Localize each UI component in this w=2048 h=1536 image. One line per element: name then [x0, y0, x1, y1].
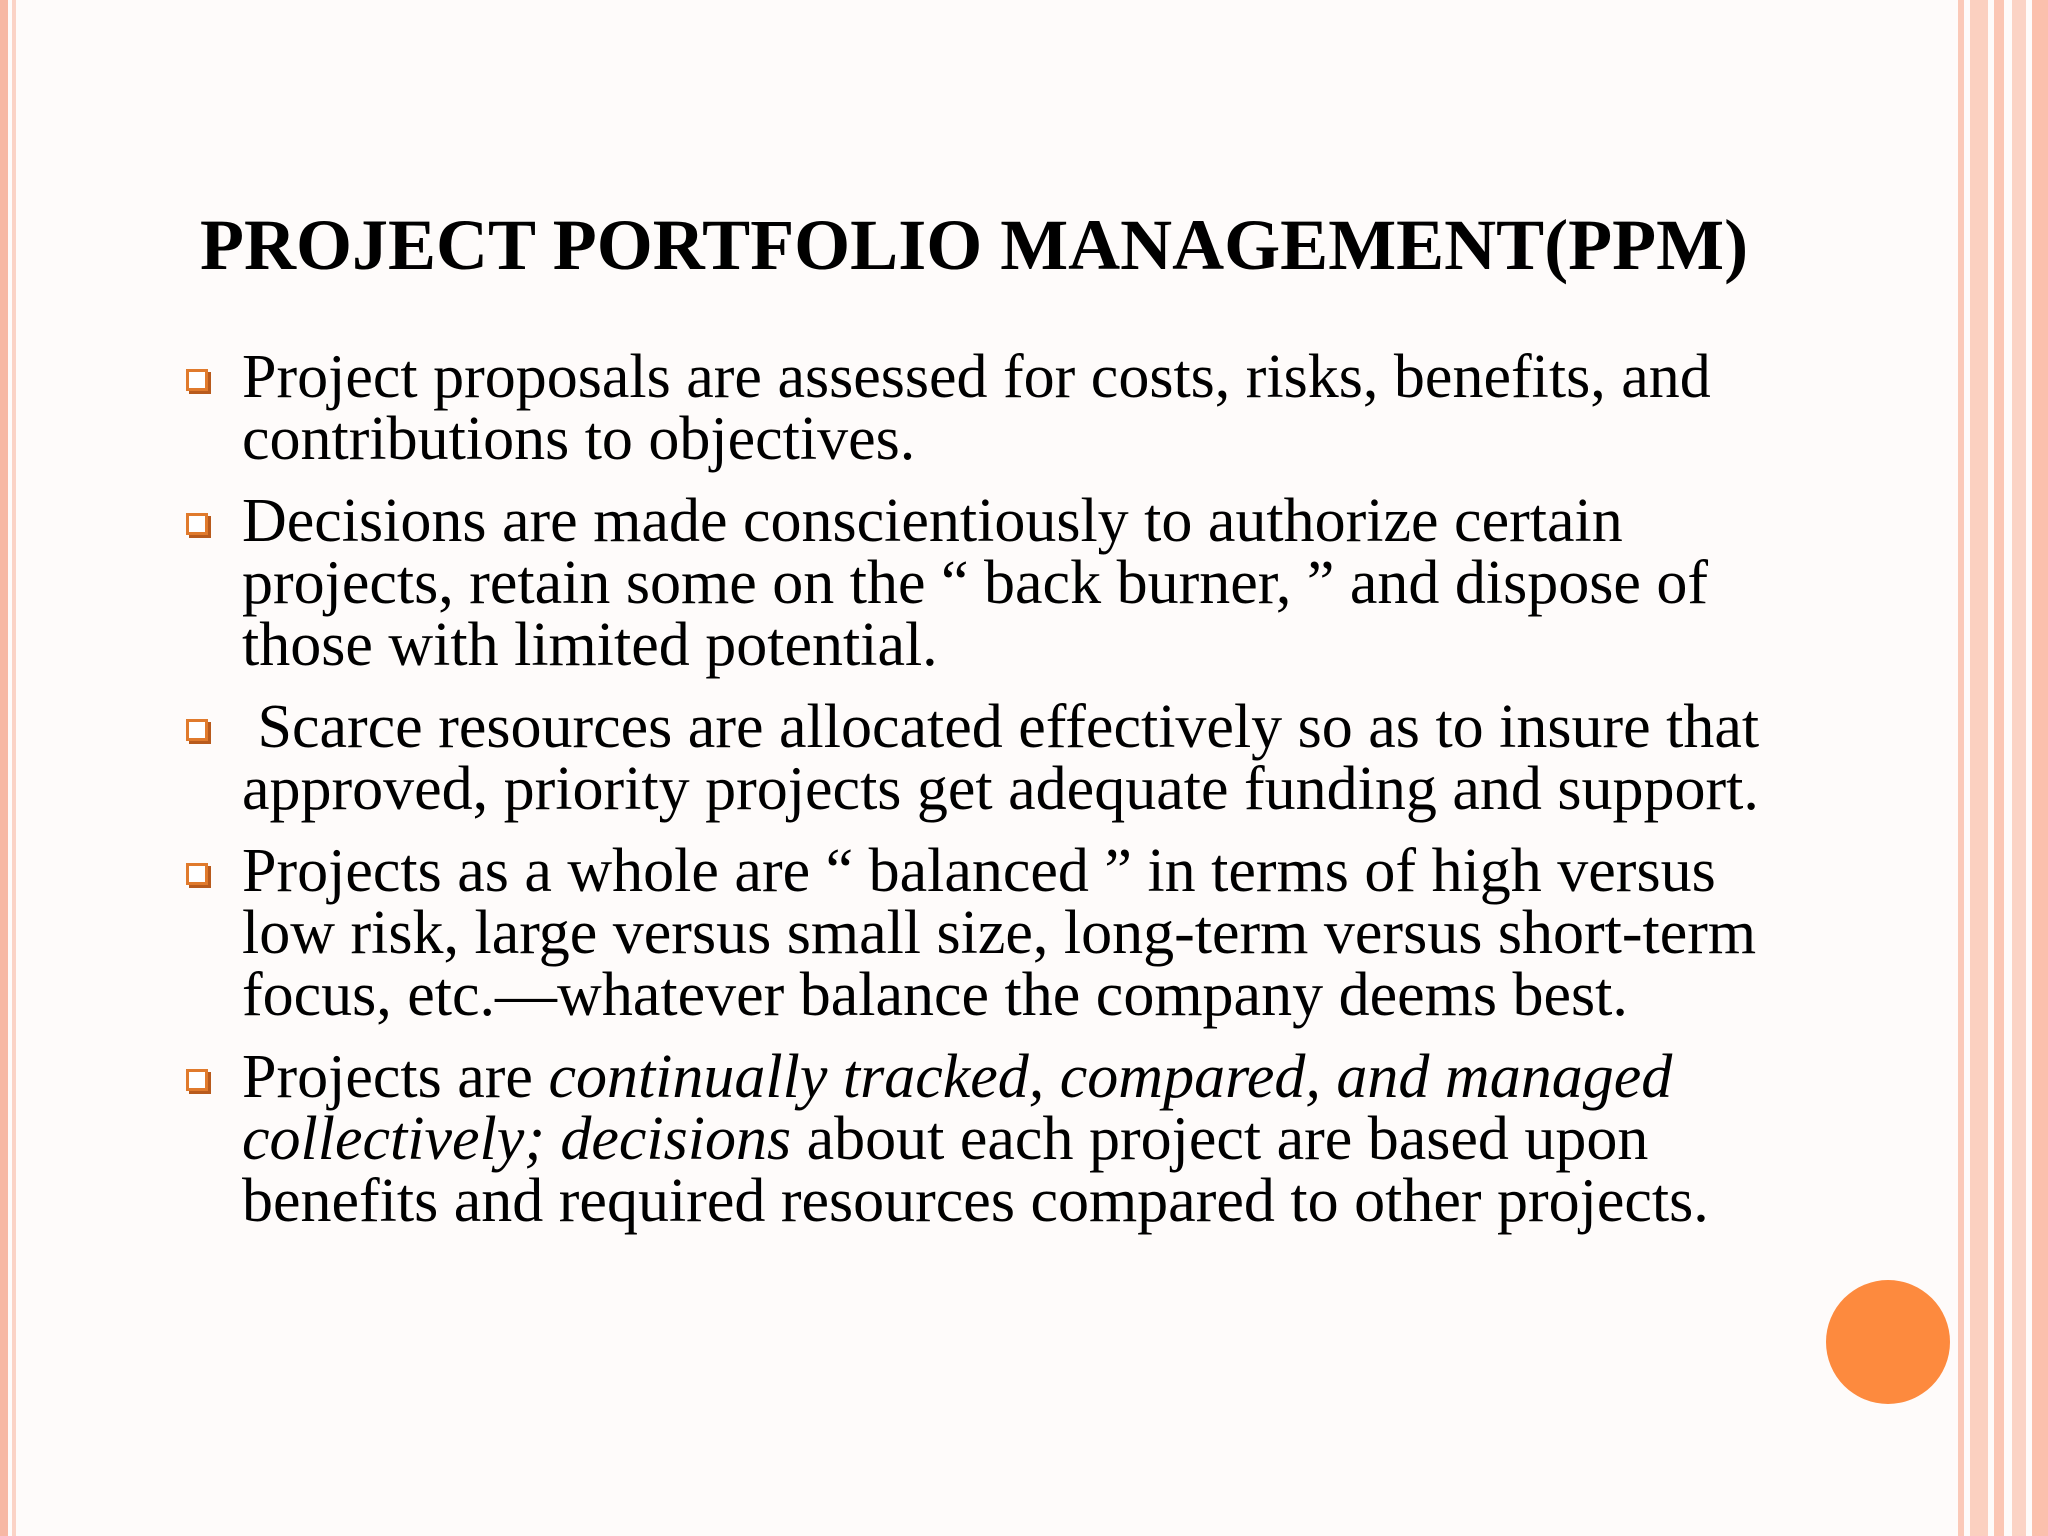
bullet-item — [178, 693, 1818, 823]
bullet-item — [178, 1043, 1818, 1235]
bullet-text-prefix: Projects are — [242, 1043, 549, 1111]
slide-title: PROJECT PORTFOLIO MANAGEMENT(PPM) — [200, 205, 1749, 285]
left-border-stripe-inner — [12, 0, 16, 1536]
bullet-text-suffix: about each project are based upon benefits and required resources compared to other projects. — [242, 1105, 1709, 1235]
square-bullet-icon — [186, 719, 208, 741]
bullet-item — [178, 343, 1818, 473]
bullet-item — [178, 837, 1818, 1029]
right-border-stripe — [1958, 0, 1964, 1536]
right-border-stripe — [2032, 0, 2048, 1536]
bullet-text-italic: continually tracked, compared, and managed collectively; decisions — [242, 1043, 1673, 1173]
square-bullet-icon — [186, 1069, 208, 1091]
right-border-stripe — [1994, 0, 2004, 1536]
right-border-stripe — [2012, 0, 2026, 1536]
bullet-text: Decisions are made conscientiously to authorize certain projects, retain some on the “ back burner, ” and dispose of those with limited potential. — [242, 487, 1709, 679]
left-border-stripe — [0, 0, 8, 1536]
bullet-list — [178, 343, 1818, 1252]
square-bullet-icon — [186, 863, 208, 885]
bullet-text: Scarce resources are allocated effectively so as to insure that approved, priority projects get adequate funding and support. — [242, 693, 1775, 823]
right-border-stripe — [1970, 0, 1988, 1536]
bullet-text: Projects as a whole are “ balanced ” in terms of high versus low risk, large versus small size, long-term versus short-term focus, etc.—whatever balance the company deems best. — [242, 837, 1757, 1029]
decorative-circle — [1826, 1280, 1950, 1404]
square-bullet-icon — [186, 369, 208, 391]
bullet-item — [178, 487, 1818, 679]
bullet-text: Project proposals are assessed for costs, risks, benefits, and contributions to objectives. — [242, 343, 1711, 473]
square-bullet-icon — [186, 513, 208, 535]
